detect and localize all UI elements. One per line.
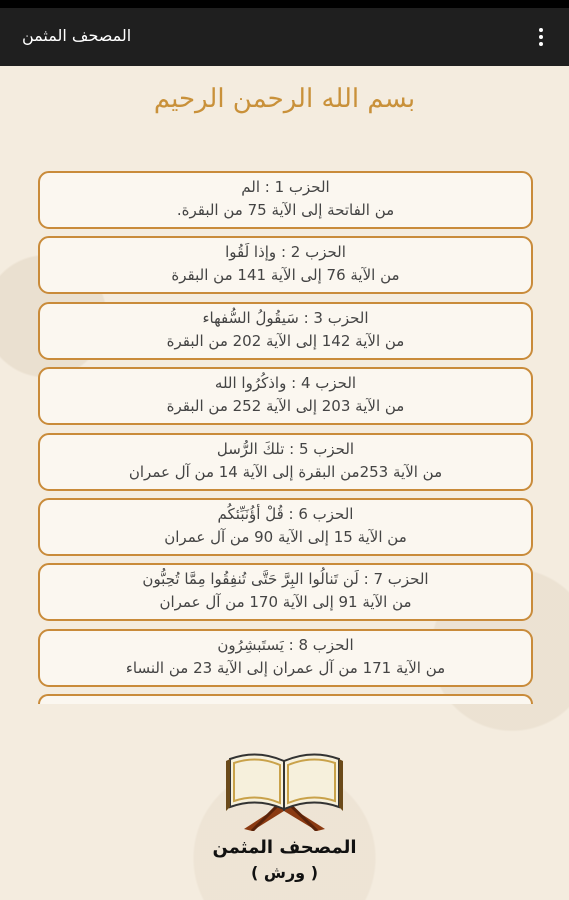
hizb-item-4[interactable] <box>38 367 533 425</box>
hizb-title: الحزب 2 : وإذا لَقُوا <box>225 243 346 262</box>
app-logo <box>0 741 569 900</box>
hizb-title: الحزب 6 : قُلْ أؤُنَبِّئكُم <box>217 504 354 523</box>
hizb-range: من الآية 203 إلى الآية 252 من البقرة <box>166 397 405 416</box>
hizb-range: من الآية 76 إلى الآية 141 من البقرة <box>171 266 400 285</box>
hizb-item-1[interactable] <box>38 171 533 229</box>
hizb-title: الحزب 7 : لَن تَنالُوا البِرَّ حَتَّى تُنفِقُوا مِمَّا تُحِبُّون <box>142 570 429 589</box>
hizb-range: من الآية 142 إلى الآية 202 من البقرة <box>166 331 405 350</box>
hizb-item-5[interactable] <box>38 433 533 491</box>
hizb-item-6[interactable] <box>38 498 533 556</box>
basmala-heading: بسم الله الرحمن الرحيم <box>153 84 416 114</box>
status-bar <box>0 0 569 8</box>
hizb-range: من الآية 91 إلى الآية 170 من آل عمران <box>159 593 412 612</box>
hizb-title: الحزب 4 : واذكُرُوا الله <box>214 374 357 393</box>
content-area[interactable] <box>0 66 569 900</box>
overflow-menu-icon[interactable] <box>531 24 551 50</box>
hizb-item-7[interactable] <box>38 563 533 621</box>
quran-book-icon <box>222 741 347 831</box>
hizb-item-2[interactable] <box>38 236 533 294</box>
app-title: المصحف المثمن <box>22 26 132 45</box>
app-bar <box>0 8 569 66</box>
hizb-list[interactable] <box>38 171 533 712</box>
hizb-range: من الآية 253من البقرة إلى الآية 14 من آل عمران <box>128 462 443 481</box>
hizb-title: الحزب 1 : الم <box>241 178 330 196</box>
logo-subtitle: ( ورش ) <box>251 863 318 882</box>
logo-title: المصحف المثمن <box>212 837 357 858</box>
hizb-range: من الآية 15 إلى الآية 90 من آل عمران <box>164 527 407 546</box>
hizb-title: الحزب 3 : سَيقُولُ السُّفهاء <box>202 308 369 327</box>
hizb-item-8[interactable] <box>38 629 533 687</box>
hizb-item-partial[interactable] <box>38 694 533 704</box>
hizb-range: من الفاتحة إلى الآية 75 من البقرة. <box>176 201 395 219</box>
hizb-range: من الآية 171 من آل عمران إلى الآية 23 من النساء <box>125 658 446 677</box>
hizb-title: الحزب 5 : تلكَ الرُّسل <box>216 439 355 458</box>
hizb-item-3[interactable] <box>38 302 533 360</box>
hizb-title: الحزب 8 : يَستَبشِرُون <box>217 635 354 654</box>
